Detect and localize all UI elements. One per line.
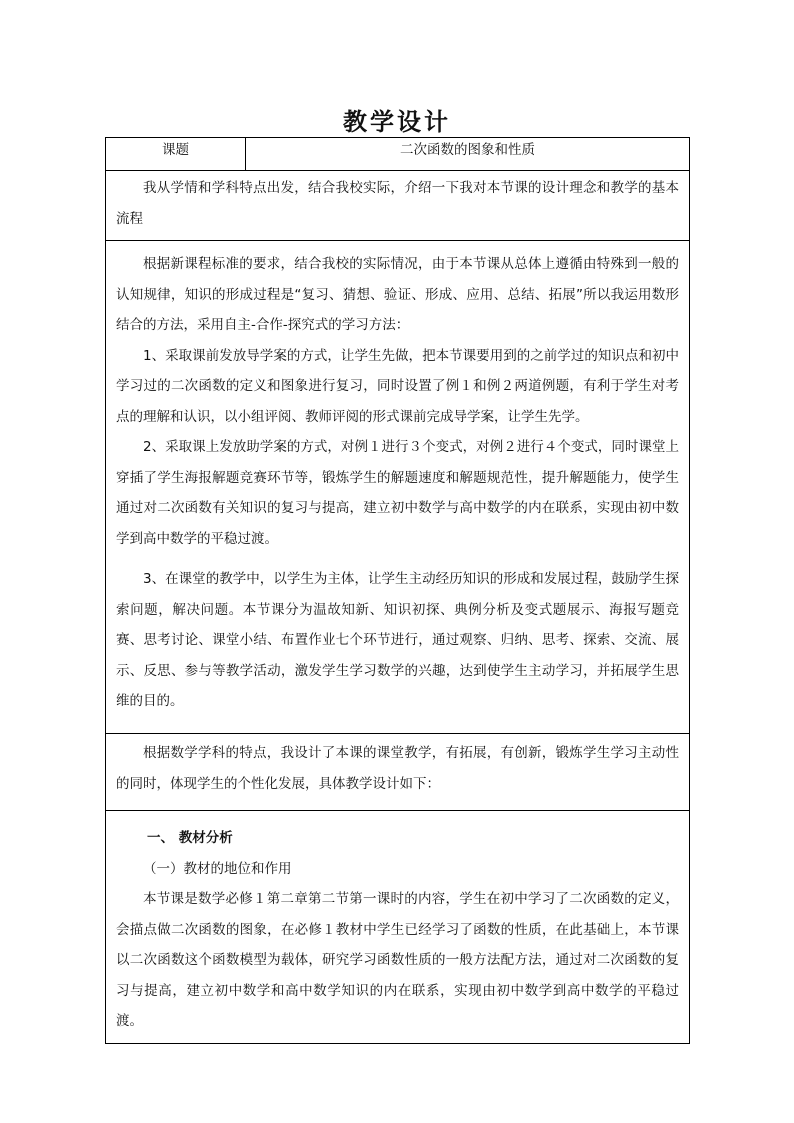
design-row — [106, 241, 690, 734]
analysis-row — [106, 811, 690, 1044]
summary-row — [106, 734, 690, 811]
intro-row — [106, 171, 690, 241]
intro-cell — [106, 171, 689, 240]
design-paragraph: 根据新课程标准的要求，结合我校的实际情况，由于本节课从总体上遵循由特殊到一般的认知规律，知识的形成过程是“复习、猜想、验证、形成、应用、总结、拓展”所以我运用数形结合的方法，采用自主-合作-探究式的学习方法： — [116, 256, 679, 333]
subsection-heading: （一）教材的地位和作用 — [143, 860, 292, 877]
intro-text: 我从学情和学科特点出发，结合我校实际，介绍一下我对本节课的设计理念和教学的基本流程 — [116, 180, 679, 227]
section-heading: 一、 教材分析 — [147, 830, 233, 846]
summary-text: 根据数学学科的特点，我设计了本课的课堂教学，有拓展，有创新，锻炼学生学习主动性的同时，体现学生的个性化发展，具体教学设计如下： — [116, 745, 679, 792]
summary-cell — [106, 734, 689, 805]
analysis-cell — [106, 811, 689, 1043]
design-paragraph: 3、在课堂的教学中，以学生为主体，让学生主动经历知识的形成和发展过程，鼓励学生探索问题，解决问题。本节课分为温故知新、知识初探、典例分析及变式题展示、海报写题竞赛、思考讨论、课堂小结、布置作业七个环节进行，通过观察、归纳、思考、探索、交流、展示、反思、参与等教学活动，激发学生学习数学的兴趣，达到使学生主动学习，并拓展学生思维的目的。 — [116, 571, 679, 709]
design-paragraph: 2、采取课上发放助学案的方式，对例１进行３个变式，对例２进行４个变式，同时课堂上穿插了学生海报解题竞赛环节等，锻炼学生的解题速度和解题规范性，提升解题能力，使学生通过对二次函数有关知识的复习与提高，建立初中数学与高中数学的内在联系，实现由初中数学到高中数学的平稳过渡。 — [116, 439, 679, 547]
design-cell — [106, 241, 689, 723]
topic-value: 二次函数的图象和性质 — [246, 138, 690, 171]
topic-row — [106, 138, 690, 171]
analysis-paragraph: 本节课是数学必修１第二章第二节第一课时的内容，学生在初中学习了二次函数的定义，会描点做二次函数的图象，在必修１教材中学生已经学习了函数的性质，在此基础上，本节课以二次函数这个函数模型为载体，研究学习函数性质的一般方法配方法，通过对二次函数的复习与提高，建立初中数学和高中数学知识的内在联系，实现由初中数学到高中数学的平稳过渡。 — [116, 891, 679, 1029]
topic-label: 课题 — [106, 138, 246, 171]
lesson-design-table — [105, 137, 690, 1044]
design-paragraph: 1、采取课前发放导学案的方式，让学生先做，把本节课要用到的之前学过的知识点和初中学习过的二次函数的定义和图象进行复习，同时设置了例１和例２两道例题，有利于学生对考点的理解和认识，以小组评阅、教师评阅的形式课前完成导学案，让学生先学。 — [116, 347, 679, 425]
page-title: 教学设计 — [343, 108, 451, 136]
